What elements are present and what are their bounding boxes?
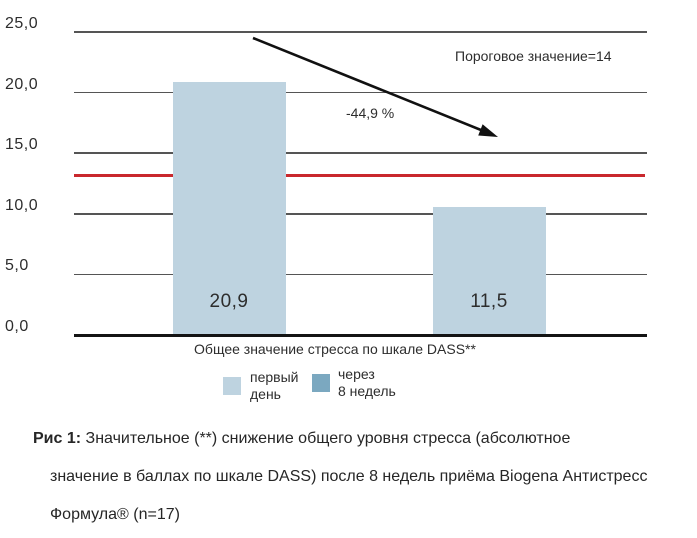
- decrease-arrow-icon: [240, 28, 510, 148]
- legend-label-line: 8 недель: [338, 382, 396, 399]
- threshold-line: [74, 174, 645, 177]
- caption-line-2: значение в баллах по шкале DASS) после 8 недель приёма Biogena Антистресс: [50, 468, 648, 485]
- bar-value-label: 20,9: [209, 291, 249, 312]
- legend-label-line: через: [338, 366, 375, 382]
- legend-label-line: день: [250, 385, 281, 402]
- legend-label-first-day: [250, 369, 298, 402]
- caption-line-3: Формула® (n=17): [50, 506, 180, 523]
- caption-text: Значительное (**) снижение общего уровня стресса (абсолютное: [85, 430, 571, 447]
- y-axis-tick-label: 0,0: [5, 318, 29, 335]
- threshold-label: Пороговое значение=14: [455, 48, 612, 64]
- percent-change-label: -44,9 %: [346, 105, 395, 121]
- bar-after-8-weeks: [433, 207, 546, 335]
- caption-line-1: [33, 420, 683, 458]
- gridline: [74, 274, 647, 276]
- legend-swatch-first-day: [223, 377, 241, 395]
- gridline: [74, 152, 647, 154]
- y-axis-tick-label: 10,0: [5, 196, 39, 214]
- legend-label-line: первый: [250, 369, 299, 385]
- x-axis-title: Общее значение стресса по шкале DASS**: [194, 341, 476, 357]
- y-axis-tick-label: 15,0: [5, 136, 39, 154]
- y-axis-tick-label: 20,0: [5, 75, 39, 93]
- bar-value-label: 11,5: [470, 291, 508, 312]
- legend-swatch-after-8-weeks: [312, 374, 330, 392]
- figure-caption: [33, 420, 683, 534]
- y-axis-tick-label: 25,0: [5, 15, 39, 32]
- y-axis-tick-label: 5,0: [5, 257, 29, 275]
- figure-caption-prefix: Рис 1:: [33, 430, 82, 447]
- legend-label-after-8-weeks: [338, 366, 396, 399]
- x-axis-line: [74, 334, 647, 337]
- gridline: [74, 213, 647, 215]
